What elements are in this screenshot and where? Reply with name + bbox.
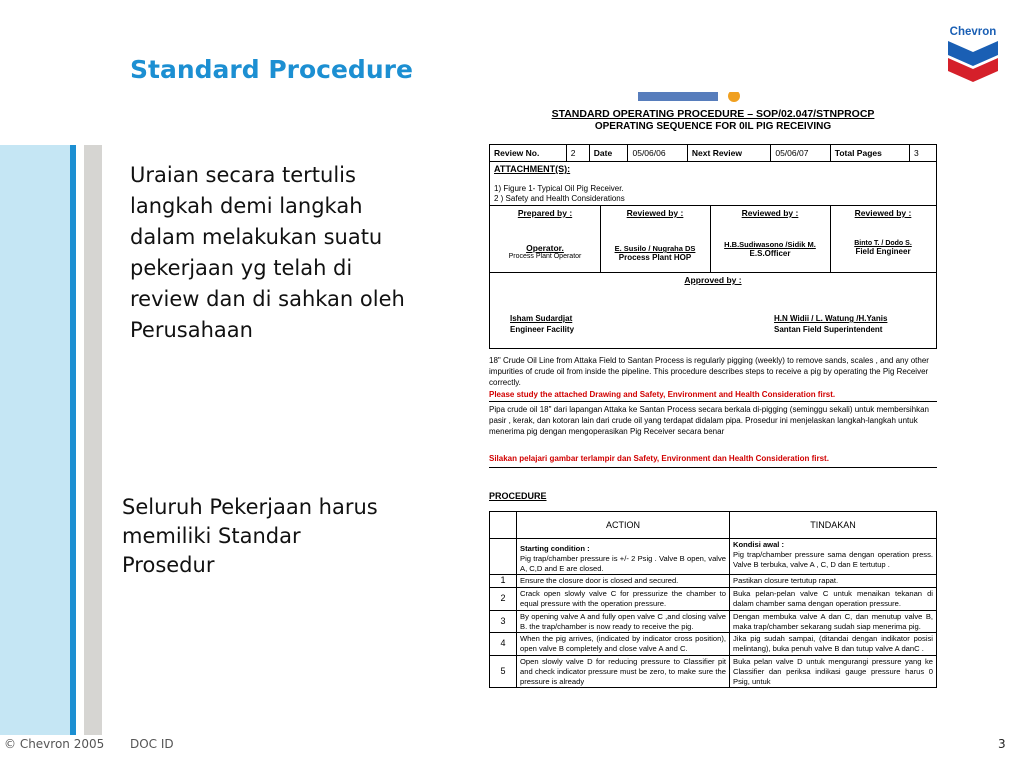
total-pages-label: Total Pages bbox=[830, 145, 909, 162]
slide-body-requirement: Seluruh Pekerjaan harus memiliki Standar Prosedur bbox=[122, 495, 378, 577]
procedure-table bbox=[489, 511, 937, 688]
kondisi-awal-text: Pig trap/chamber pressure sama dengan operation press. Valve B terbuka, valve A , C, D dan E tertutup . bbox=[733, 549, 933, 569]
approver-2-name: H.N Widii / L. Watung /H.Yanis bbox=[774, 314, 888, 323]
document-subtitle: OPERATING SEQUENCE FOR 0IL PIG RECEIVING bbox=[594, 121, 832, 132]
table-row bbox=[490, 575, 937, 588]
starting-condition-label: Starting condition : bbox=[520, 544, 590, 553]
table-row bbox=[490, 588, 937, 611]
document-title: STANDARD OPERATING PROCEDURE – SOP/02.047/STNPROCP bbox=[551, 108, 875, 120]
total-pages-value: 3 bbox=[910, 145, 937, 162]
reviewed-by-label-3: Reviewed by : bbox=[854, 208, 912, 218]
footer-doc-id: DOC ID bbox=[130, 737, 174, 751]
procedure-label: PROCEDURE bbox=[489, 491, 547, 501]
step-action: By opening valve A and fully open valve C ,and closing valve B. the trap/chamber is now ready to receive the pig. bbox=[517, 610, 730, 633]
col-tindakan-header: TINDAKAN bbox=[730, 512, 937, 539]
table-row bbox=[490, 610, 937, 633]
step-tindakan: Buka pelan-pelan valve C untuk menaikan tekanan di dalam chamber sama dengan operation pressure. bbox=[730, 588, 937, 611]
attachments-label: ATTACHMENT(S): bbox=[494, 164, 571, 174]
review-no-value: 2 bbox=[566, 145, 589, 162]
sidebar-decoration-light bbox=[0, 145, 70, 735]
table-row bbox=[490, 539, 937, 575]
footer-copyright: © Chevron 2005 bbox=[4, 737, 105, 751]
attachment-item-1: 1) Figure 1- Typical Oil Pig Receiver. bbox=[494, 184, 624, 193]
prepared-by-label: Prepared by : bbox=[517, 208, 573, 218]
reviewer-1-name: E. Susilo / Nugraha DS bbox=[614, 244, 696, 253]
step-action: Ensure the closure door is closed and secured. bbox=[517, 575, 730, 588]
sop-document bbox=[488, 92, 938, 737]
approval-box bbox=[489, 272, 937, 349]
col-action-header: ACTION bbox=[517, 512, 730, 539]
review-info-table bbox=[489, 144, 937, 162]
reviewer-2-name: H.B.Sudiwasono /Sidik M. bbox=[724, 240, 816, 249]
step-action: Open slowly valve D for reducing pressure to Classifier pit and check indicator pressure must be zero, to make sure the pressure is already bbox=[517, 655, 730, 687]
step-action: Crack open slowly valve C for pressurize the chamber to equal pressure with the operation pressure. bbox=[517, 588, 730, 611]
approver-1-name: Isham Sudardjat bbox=[510, 314, 573, 323]
step-tindakan: Dengan membuka valve A dan C, dan menutup valve B, maka trap/chamber sekarang sudah siap menerima pig. bbox=[730, 610, 937, 633]
step-tindakan: Jika pig sudah sampai, (ditandai dengan indikator posisi melintang), buka penuh valve B dan tutup valve A danC . bbox=[730, 633, 937, 656]
chevron-logo bbox=[944, 22, 1002, 84]
reviewer-2-role: E.S.Officer bbox=[749, 249, 791, 258]
warning-english: Please study the attached Drawing and Safety, Environment and Health Consideration first. bbox=[489, 390, 836, 399]
sidebar-decoration-blue bbox=[70, 145, 76, 735]
step-number: 2 bbox=[490, 588, 517, 611]
date-label: Date bbox=[589, 145, 628, 162]
intro-indonesian: Pipa crude oil 18" dari lapangan Attaka ke Santan Process secara berkala di-pigging (seminggu sekali) untuk membersihkan pasir , kerak, dan kotoran lain dari crude oil yang terdapat didalam pipa. Prosedur ini menjelaskan langkah-langkah untuk menerima pig dengan mengoperasikan Pig Receiver secara benar bbox=[489, 405, 929, 436]
step-number: 4 bbox=[490, 633, 517, 656]
attachment-item-2: 2 ) Safety and Health Considerations bbox=[494, 194, 625, 203]
table-row bbox=[490, 633, 937, 656]
attachments-box bbox=[489, 161, 937, 206]
step-number: 1 bbox=[490, 575, 517, 588]
step-number: 5 bbox=[490, 655, 517, 687]
approver-1-role: Engineer Facility bbox=[510, 325, 575, 334]
sidebar-decoration-gray bbox=[84, 145, 102, 735]
reviewed-by-label-2: Reviewed by : bbox=[741, 208, 799, 218]
reviewer-3-role: Field Engineer bbox=[855, 247, 911, 256]
approver-2-role: Santan Field Superintendent bbox=[774, 325, 883, 334]
warning-indonesian: Silakan pelajari gambar terlampir dan Safety, Environment dan Health Consideration first. bbox=[489, 454, 829, 463]
slide-title: Standard Procedure bbox=[130, 55, 413, 84]
page-number: 3 bbox=[998, 737, 1006, 751]
step-tindakan: Buka pelan valve D untuk mengurangi pressure yang ke Classifier dan periksa indikasi gauge pressure harus 0 Psig, untuk bbox=[730, 655, 937, 687]
kondisi-awal-label: Kondisi awal : bbox=[733, 540, 785, 549]
next-review-label: Next Review bbox=[687, 145, 770, 162]
approved-by-label: Approved by : bbox=[684, 275, 742, 285]
prepared-by-name: Operator. bbox=[526, 243, 564, 253]
step-tindakan: Pastikan closure tertutup rapat. bbox=[730, 575, 937, 588]
reviewer-3-name: Binto T. / Dodo S. bbox=[854, 240, 912, 247]
step-action: When the pig arrives, (indicated by indicator cross position), open valve B completely and close valve A and C. bbox=[517, 633, 730, 656]
reviewed-by-label-1: Reviewed by : bbox=[626, 208, 684, 218]
next-review-value: 05/06/07 bbox=[771, 145, 830, 162]
starting-condition-text: Pig trap/chamber pressure is +/- 2 Psig . Valve B open, valve A, C,D and E are closed. bbox=[520, 553, 726, 573]
intro-english: 18" Crude Oil Line from Attaka Field to Santan Process is regularly pigging (weekly) to remove sands, scales , and any other impurities of crude oil from inside the pipeline. This procedure describes steps to receive a pig by operating the Pig Receiver correctly. bbox=[489, 356, 929, 387]
prepared-by-role: Process Plant Operator bbox=[508, 253, 582, 260]
slide-body-definition: Uraian secara tertulis langkah demi langkah dalam melakukan suatu pekerjaan yg telah di review dan di sahkan oleh Perusahaan bbox=[130, 163, 405, 342]
reviewer-1-role: Process Plant HOP bbox=[618, 253, 692, 262]
logo-text: Chevron bbox=[949, 26, 997, 38]
date-value: 05/06/06 bbox=[628, 145, 687, 162]
step-number: 3 bbox=[490, 610, 517, 633]
document-header-logo-fragment bbox=[638, 92, 758, 104]
signature-box bbox=[489, 205, 937, 273]
review-no-label: Review No. bbox=[490, 145, 567, 162]
table-row bbox=[490, 655, 937, 687]
